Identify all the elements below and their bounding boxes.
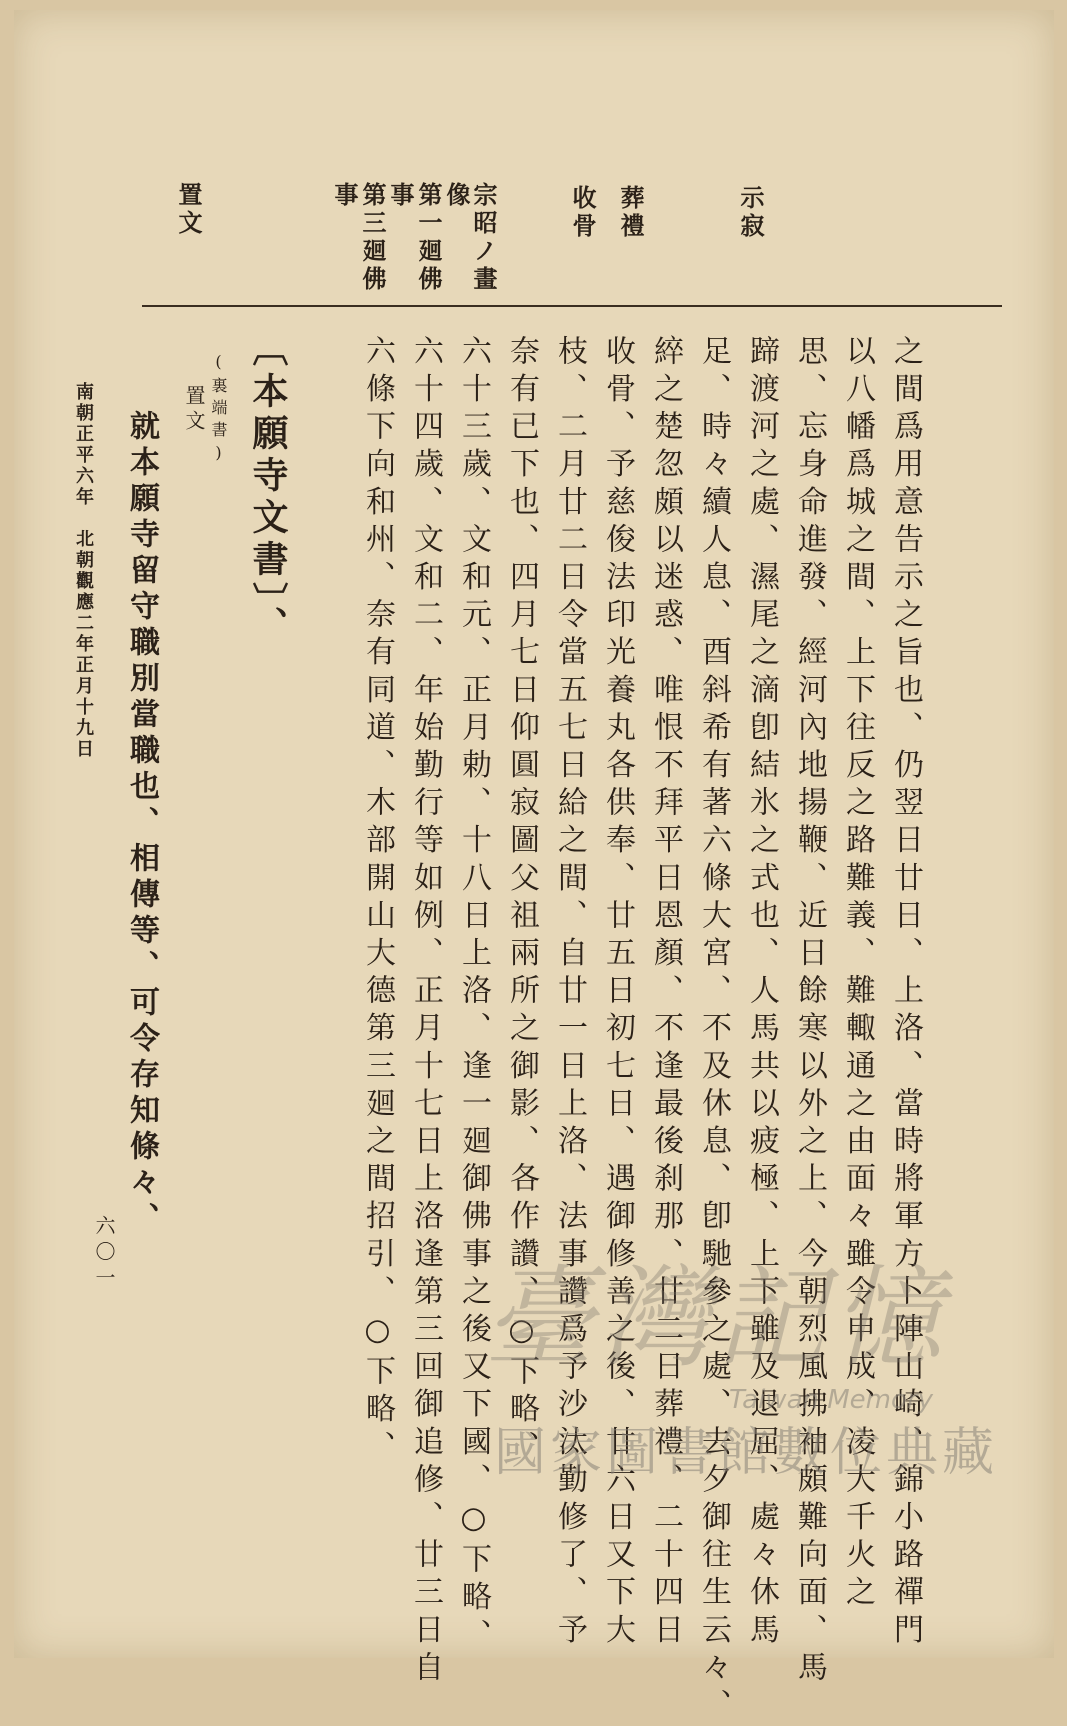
- body-column-2: 以八幡爲城之間、上下往反之路難義、難輙通之由面々雖令申成、凌大千火之: [840, 335, 875, 1614]
- margin-note-gazo-2: 像: [442, 182, 471, 210]
- margin-note-sankai-2: 事: [330, 182, 359, 210]
- body-column-4: 蹄渡河之處、濕尾之滴卽結氷之式也、人馬共以疲極、上下雖及退屈、處々休馬: [744, 335, 779, 1651]
- body-column-1: 之間爲用意告示之旨也、仍翌日廿日、上洛、當時將軍方卜陣山崎、錦小路禪門: [888, 335, 923, 1651]
- body-column-12: 六條下向和州、奈有同道、木部開山大德第三廻之間招引、○下略、: [360, 335, 395, 1468]
- body-column-6: 綷之楚忽頗以迷惑、唯恨不拜平日恩顏、不逢最後刹那、廿二日葬禮、二十四日: [648, 335, 683, 1651]
- margin-note-okibumi: 置文: [174, 182, 203, 238]
- okibumi-label: 置文: [182, 385, 206, 435]
- body-column-9: 奈有已下也、四月七日仰圓寂圖父祖兩所之御影、各作讚、○下略、: [504, 335, 539, 1468]
- body-column-10: 六十三歲、文和元、正月勅、十八日上洛、逢一廻御佛事之後又下國、○下略、: [456, 335, 491, 1656]
- margin-note-sankai-1: 第三廻佛: [358, 182, 387, 294]
- margin-note-ikkai-2: 事: [386, 182, 415, 210]
- document-page: [14, 10, 1054, 1726]
- watermark-calligraphy: 臺灣記憶: [484, 1254, 948, 1382]
- header-rule: [142, 305, 1002, 307]
- document-heading-text: 就本願寺留守職別當職也、相傳等、可令存知條々、: [124, 410, 159, 1238]
- body-column-7: 收骨、予慈俊法印光養丸各供奉、廿五日初七日、遇御修善之後、廿六日又下大: [600, 335, 635, 1651]
- body-column-8: 枝、二月廿二日令當五七日給之間、自廿一日上洛、法事讚爲予沙汰勤修了、予: [552, 335, 587, 1651]
- watermark-latin: Taiwan Memory: [729, 1385, 933, 1415]
- body-column-3: 思、忘身命進發、經河內地揚鞭、近日餘寒以外之上、今朝烈風拂袖頗難向面、馬: [792, 335, 827, 1689]
- era-date: 南朝正平六年 北朝觀應二年正月十九日: [73, 382, 94, 760]
- margin-note-ikkai-1: 第一廻佛: [414, 182, 443, 294]
- section-title: 〔本願寺文書〕、: [247, 330, 289, 648]
- margin-note-sorei: 葬禮: [616, 185, 645, 241]
- margin-note-shijaku: 示寂: [736, 185, 765, 241]
- page-number: 六〇一: [92, 1215, 116, 1293]
- margin-note-gazo-1: 宗昭ノ畫: [469, 182, 498, 294]
- body-column-5: 足、時々續人息、酉斜希有著六條大宮、不及休息、卽馳參之處、去夕御往生云々、: [696, 335, 731, 1726]
- back-inscription-note: (裏端書): [209, 352, 228, 468]
- watermark-organization: 國家圖書館數位典藏: [494, 1423, 999, 1483]
- body-column-11: 六十四歲、文和二、年始勤行等如例、正月十七日上洛逢第三回御追修、廿三日自: [408, 335, 443, 1689]
- margin-note-shukotsu: 收骨: [568, 185, 597, 241]
